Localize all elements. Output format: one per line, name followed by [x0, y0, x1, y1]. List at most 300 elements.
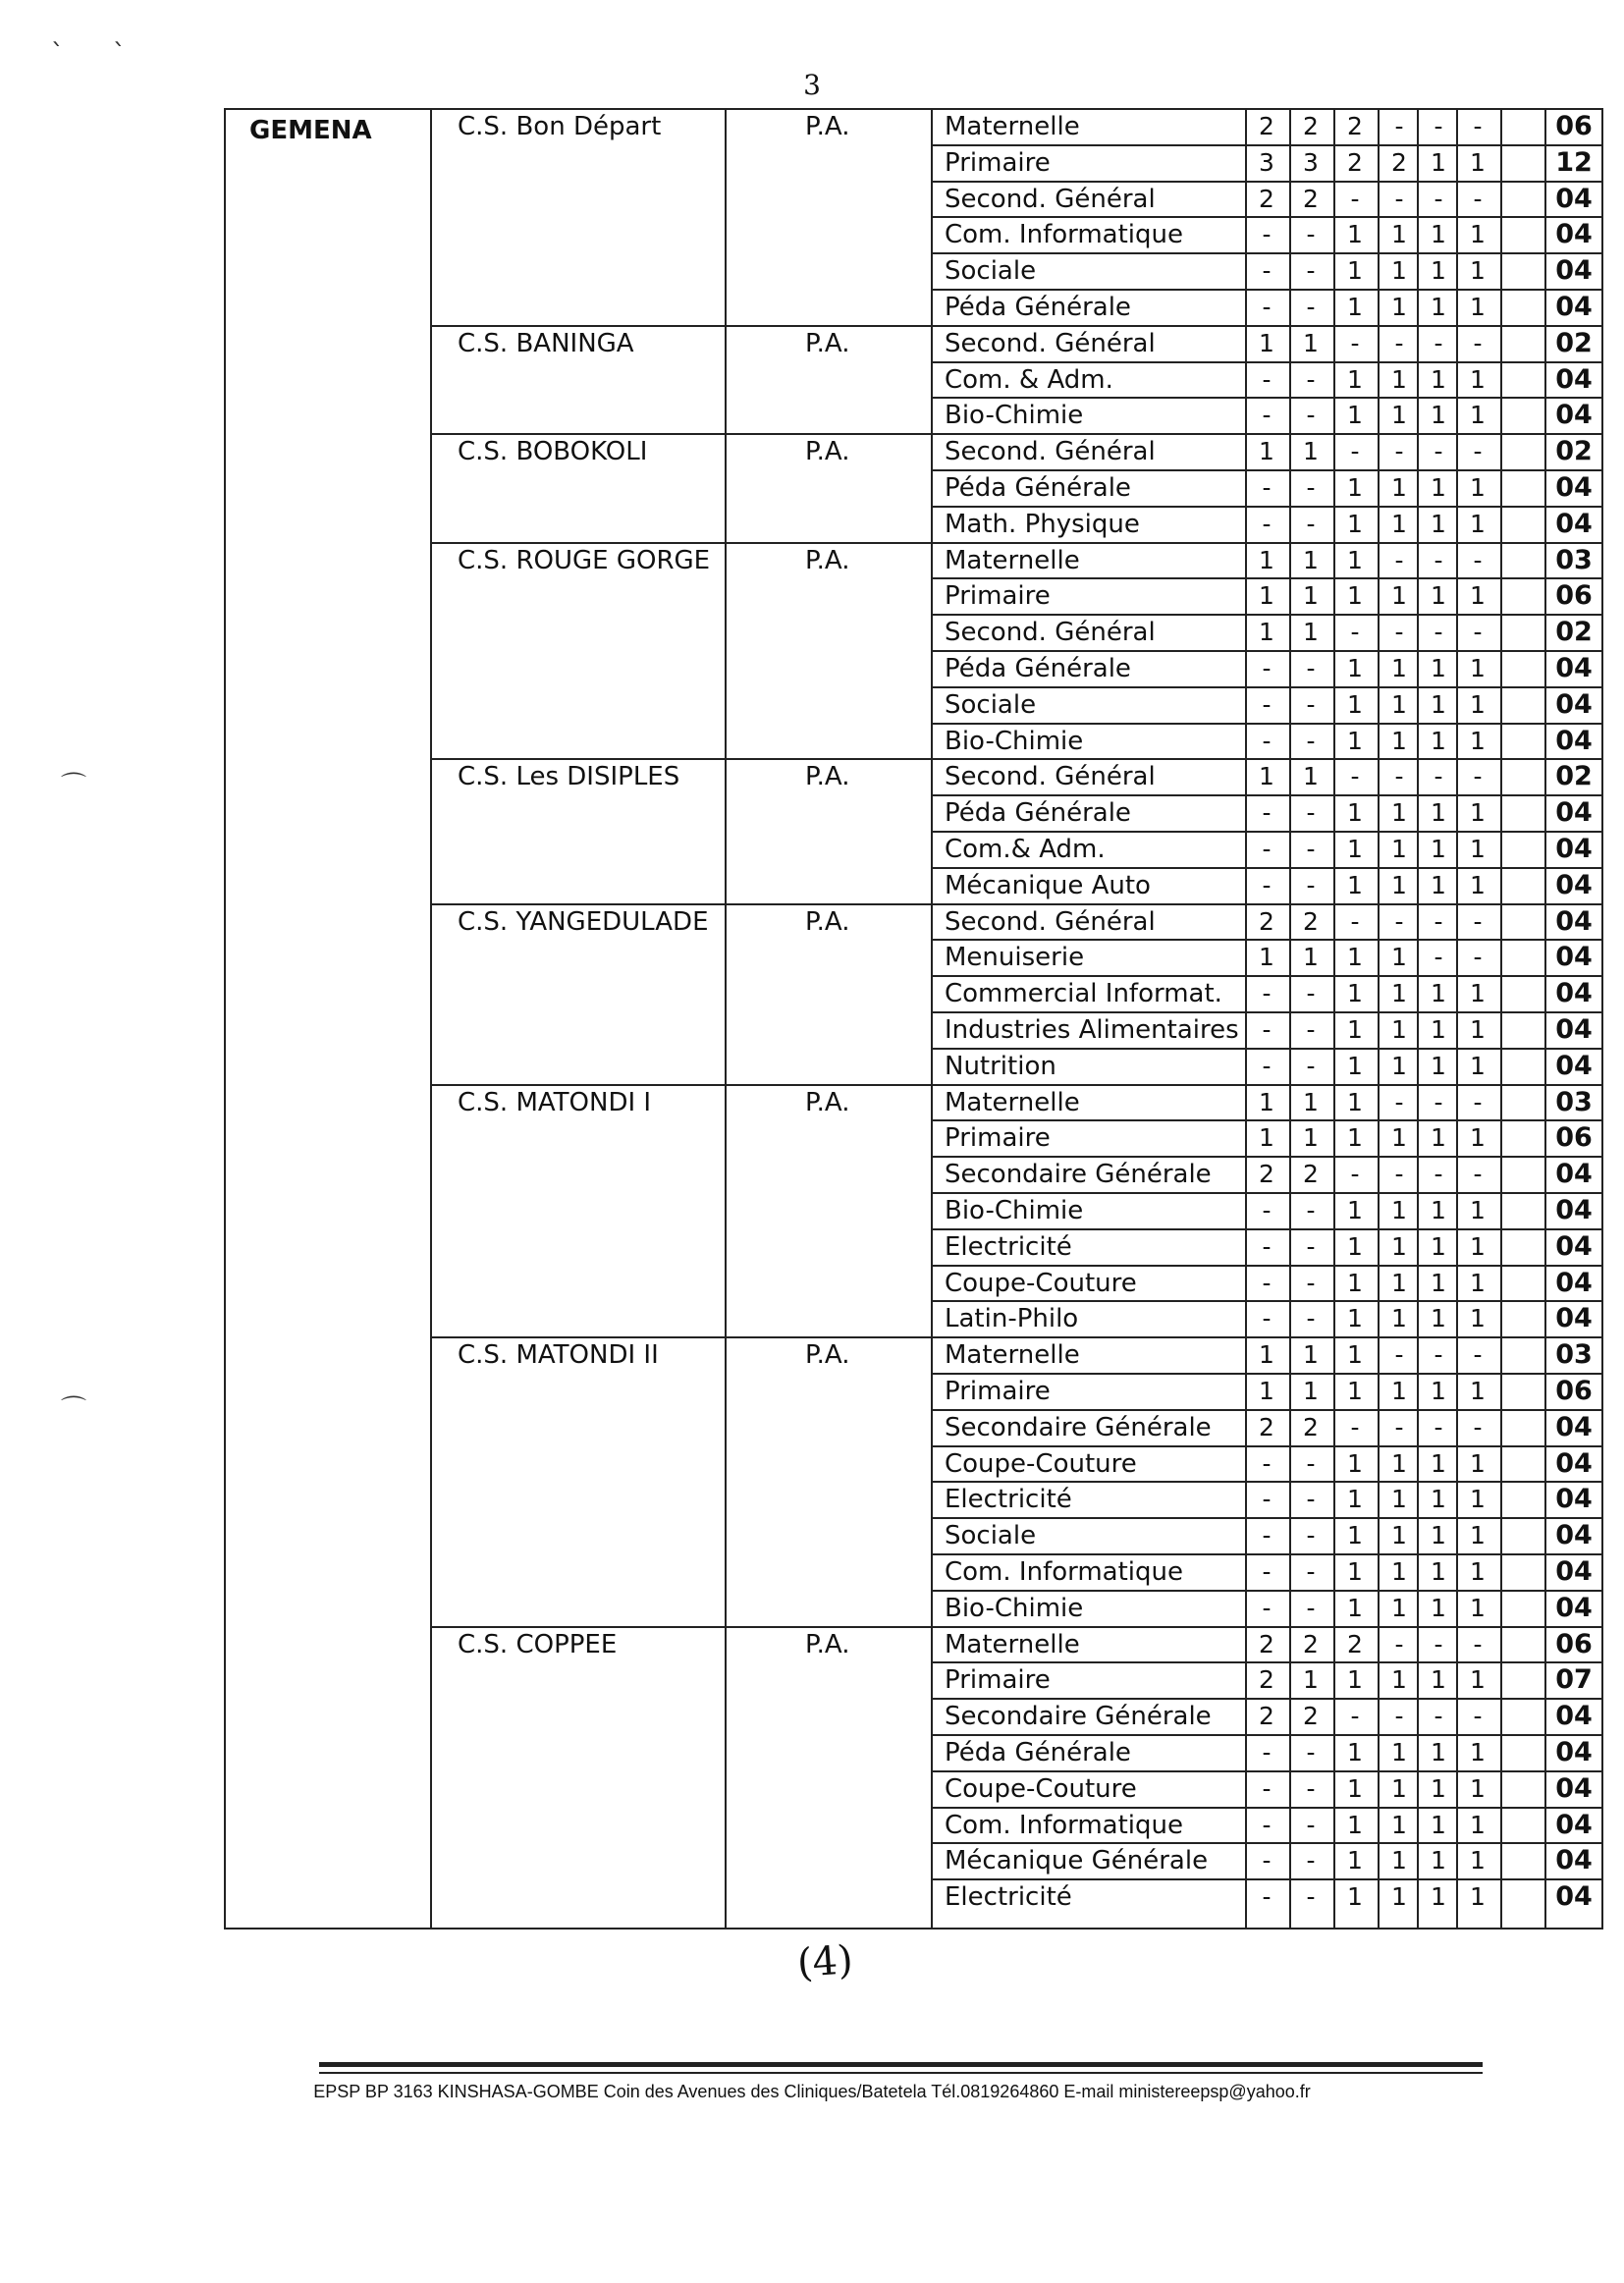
section-label: Primaire: [945, 1377, 1051, 1406]
count-cell: -: [1262, 1521, 1272, 1550]
count-cell: 1: [1303, 1340, 1319, 1370]
section-total: 04: [1555, 255, 1593, 287]
count-cell: 1: [1431, 726, 1446, 755]
count-cell: 1: [1470, 1810, 1486, 1839]
count-cell: -: [1306, 1882, 1316, 1912]
count-cell: 1: [1347, 979, 1363, 1008]
row-separator: [931, 325, 1603, 327]
count-cell: 1: [1431, 1846, 1446, 1875]
count-cell: -: [1394, 112, 1404, 140]
count-cell: -: [1394, 1702, 1404, 1731]
count-cell: 1: [1431, 509, 1446, 538]
row-separator: [931, 1517, 1603, 1519]
count-cell: -: [1306, 364, 1316, 394]
column-divider: [430, 108, 432, 1930]
count-cell: -: [1306, 689, 1316, 719]
count-cell: 1: [1391, 1196, 1407, 1224]
section-label: Second. Général: [945, 618, 1156, 648]
count-cell: 1: [1347, 1557, 1363, 1586]
row-separator: [931, 831, 1603, 833]
section-label: Primaire: [945, 1665, 1051, 1696]
count-cell: 1: [1470, 798, 1486, 828]
row-separator: [931, 650, 1603, 652]
count-cell: -: [1434, 545, 1443, 574]
count-cell: -: [1394, 1629, 1404, 1658]
count-cell: -: [1473, 1629, 1483, 1658]
row-separator: [931, 1481, 1603, 1483]
row-separator: [931, 1265, 1603, 1267]
section-label: Electricité: [945, 1231, 1072, 1262]
count-cell: -: [1306, 1521, 1316, 1550]
section-label: Coupe-Couture: [945, 1773, 1137, 1804]
row-separator: [931, 867, 1603, 869]
school-status: P.A.: [805, 545, 850, 575]
row-separator: [931, 1553, 1603, 1555]
count-cell: -: [1262, 689, 1272, 719]
count-cell: 1: [1391, 1448, 1407, 1478]
count-cell: 1: [1303, 1665, 1319, 1695]
count-cell: -: [1306, 1051, 1316, 1080]
count-cell: 1: [1259, 1340, 1274, 1370]
section-total: 04: [1555, 400, 1593, 431]
count-cell: 1: [1391, 689, 1407, 719]
row-separator: [931, 1807, 1603, 1809]
count-cell: -: [1262, 293, 1272, 321]
row-separator: [931, 1300, 1603, 1302]
school-separator: [430, 903, 931, 905]
count-cell: 1: [1391, 1521, 1407, 1550]
count-cell: 1: [1347, 654, 1363, 682]
section-total: 04: [1555, 508, 1593, 539]
section-total: 04: [1555, 219, 1593, 250]
count-cell: -: [1473, 1087, 1483, 1116]
school-status: P.A.: [805, 762, 850, 792]
row-separator: [931, 144, 1603, 146]
section-label: Com.& Adm.: [945, 835, 1106, 864]
column-divider: [725, 108, 727, 1930]
section-total: 04: [1555, 869, 1593, 900]
count-cell: 1: [1470, 1051, 1486, 1080]
count-cell: 1: [1347, 1377, 1363, 1405]
section-label: Maternelle: [945, 1340, 1080, 1371]
handwritten-mark: (4): [795, 1937, 855, 1986]
count-cell: 1: [1391, 1773, 1407, 1803]
count-cell: 1: [1470, 979, 1486, 1008]
section-label: Primaire: [945, 147, 1051, 178]
section-total: 04: [1555, 834, 1593, 864]
section-total: 02: [1555, 327, 1593, 358]
count-cell: 1: [1259, 762, 1274, 791]
count-cell: 1: [1347, 1304, 1363, 1333]
count-cell: 1: [1470, 1448, 1486, 1478]
count-cell: 1: [1391, 1268, 1407, 1297]
school-name: C.S. MATONDI II: [458, 1340, 659, 1371]
section-total: 06: [1555, 1628, 1593, 1659]
row-separator: [931, 1698, 1603, 1700]
school-name: C.S. YANGEDULADE: [458, 906, 709, 937]
school-status: P.A.: [805, 112, 850, 141]
count-cell: 1: [1431, 256, 1446, 286]
section-label: Bio-Chimie: [945, 1593, 1084, 1623]
row-separator: [931, 289, 1603, 291]
count-cell: 1: [1470, 1593, 1486, 1622]
count-cell: -: [1306, 509, 1316, 538]
section-total: 02: [1555, 617, 1593, 648]
count-cell: 1: [1347, 220, 1363, 249]
count-cell: 1: [1391, 364, 1407, 394]
row-separator: [931, 1373, 1603, 1375]
count-cell: 1: [1347, 581, 1363, 611]
count-cell: 1: [1391, 473, 1407, 502]
section-total: 04: [1555, 1701, 1593, 1732]
count-cell: 1: [1391, 1485, 1407, 1514]
section-total: 03: [1555, 1086, 1593, 1117]
count-cell: 1: [1431, 1268, 1446, 1297]
section-label: Primaire: [945, 1123, 1051, 1154]
school-status: P.A.: [805, 437, 850, 467]
count-cell: -: [1350, 437, 1360, 466]
section-total: 04: [1555, 1592, 1593, 1623]
count-cell: 1: [1470, 509, 1486, 538]
section-label: Math. Physique: [945, 509, 1140, 539]
count-cell: -: [1262, 1738, 1272, 1767]
count-cell: 1: [1347, 364, 1363, 394]
section-label: Bio-Chimie: [945, 1196, 1084, 1225]
count-cell: -: [1350, 618, 1360, 647]
school-name: C.S. BANINGA: [458, 328, 634, 358]
section-total: 04: [1555, 1520, 1593, 1551]
section-label: Coupe-Couture: [945, 1268, 1137, 1298]
count-cell: 1: [1431, 654, 1446, 682]
count-cell: 1: [1470, 1304, 1486, 1333]
school-separator: [430, 542, 931, 544]
count-cell: 1: [1347, 1015, 1363, 1044]
count-cell: -: [1473, 762, 1483, 791]
count-cell: 1: [1391, 654, 1407, 682]
section-total: 04: [1555, 1772, 1593, 1804]
section-total: 03: [1555, 544, 1593, 575]
count-cell: -: [1262, 473, 1272, 502]
section-label: Commercial Informat.: [945, 979, 1222, 1009]
count-cell: -: [1262, 1810, 1272, 1839]
row-separator: [931, 397, 1603, 399]
section-total: 06: [1555, 111, 1593, 141]
count-cell: 1: [1259, 545, 1274, 574]
count-cell: 1: [1391, 509, 1407, 538]
school-status: P.A.: [805, 906, 850, 937]
count-cell: 1: [1347, 689, 1363, 719]
section-label: Mécanique Générale: [945, 1846, 1209, 1876]
row-separator: [931, 903, 1603, 905]
school-separator: [430, 1336, 931, 1338]
count-cell: -: [1306, 1448, 1316, 1478]
count-cell: -: [1434, 328, 1443, 357]
school-name: C.S. COPPEE: [458, 1629, 618, 1659]
count-cell: -: [1473, 328, 1483, 357]
row-separator: [931, 614, 1603, 616]
count-cell: 1: [1431, 689, 1446, 719]
section-total: 04: [1555, 472, 1593, 503]
count-cell: -: [1262, 1485, 1272, 1514]
count-cell: 1: [1259, 618, 1274, 647]
count-cell: -: [1306, 473, 1316, 502]
count-cell: -: [1473, 1702, 1483, 1731]
count-cell: 1: [1303, 1087, 1319, 1116]
row-separator: [931, 577, 1603, 579]
count-cell: 1: [1347, 1268, 1363, 1297]
count-cell: 1: [1259, 943, 1274, 972]
count-cell: 1: [1470, 1015, 1486, 1044]
count-divider: [1245, 108, 1247, 1930]
row-separator: [931, 1228, 1603, 1230]
count-cell: 1: [1303, 762, 1319, 791]
count-cell: 1: [1391, 1738, 1407, 1767]
section-total: 04: [1555, 1809, 1593, 1840]
count-cell: -: [1434, 1340, 1443, 1370]
section-total: 04: [1555, 1447, 1593, 1479]
count-cell: 2: [1259, 1412, 1274, 1441]
count-cell: 1: [1470, 689, 1486, 719]
count-cell: 1: [1303, 943, 1319, 972]
school-status: P.A.: [805, 328, 850, 358]
section-total: 12: [1555, 146, 1593, 178]
count-cell: 1: [1431, 835, 1446, 863]
section-total: 04: [1555, 1303, 1593, 1334]
count-cell: -: [1473, 545, 1483, 574]
section-label: Second. Général: [945, 328, 1156, 358]
count-cell: 1: [1431, 1738, 1446, 1767]
count-cell: -: [1434, 184, 1443, 213]
count-cell: -: [1434, 762, 1443, 791]
count-cell: 2: [1259, 1629, 1274, 1658]
count-cell: -: [1306, 1738, 1316, 1767]
count-cell: -: [1473, 112, 1483, 140]
section-label: Péda Générale: [945, 473, 1131, 503]
count-cell: 1: [1391, 726, 1407, 755]
count-cell: 2: [1303, 184, 1319, 213]
count-cell: -: [1306, 726, 1316, 755]
count-divider: [1456, 108, 1458, 1930]
count-cell: -: [1262, 798, 1272, 828]
count-cell: 1: [1431, 870, 1446, 899]
count-cell: 1: [1470, 1846, 1486, 1875]
count-cell: -: [1262, 1051, 1272, 1080]
count-cell: -: [1262, 220, 1272, 249]
row-separator: [931, 469, 1603, 471]
section-total: 02: [1555, 436, 1593, 467]
section-label: Com. & Adm.: [945, 364, 1113, 395]
count-cell: -: [1306, 1268, 1316, 1297]
count-cell: -: [1306, 401, 1316, 430]
section-label: Maternelle: [945, 545, 1080, 575]
schools-table: [224, 108, 1603, 1930]
count-cell: -: [1473, 906, 1483, 936]
count-cell: 1: [1259, 581, 1274, 611]
count-cell: 1: [1259, 1377, 1274, 1405]
row-separator: [931, 542, 1603, 544]
count-cell: 1: [1470, 473, 1486, 502]
count-cell: 1: [1391, 1051, 1407, 1080]
row-separator: [931, 1409, 1603, 1411]
count-cell: 1: [1259, 1123, 1274, 1153]
count-cell: -: [1434, 1629, 1443, 1658]
count-cell: -: [1350, 184, 1360, 213]
count-cell: -: [1394, 762, 1404, 791]
count-cell: -: [1262, 401, 1272, 430]
count-cell: 1: [1391, 581, 1407, 611]
row-separator: [931, 216, 1603, 218]
section-total: 06: [1555, 1376, 1593, 1406]
section-label: Second. Général: [945, 906, 1156, 937]
count-cell: 1: [1431, 1810, 1446, 1839]
count-cell: 2: [1347, 1629, 1363, 1658]
section-label: Maternelle: [945, 112, 1080, 141]
count-cell: 2: [1259, 1160, 1274, 1189]
count-cell: -: [1394, 1412, 1404, 1441]
school-separator: [430, 758, 931, 760]
count-cell: -: [1306, 1304, 1316, 1333]
count-cell: 1: [1347, 835, 1363, 863]
section-label: Bio-Chimie: [945, 401, 1084, 431]
footer-address: EPSP BP 3163 KINSHASA-GOMBE Coin des Avenues des Cliniques/Batetela Tél.0819264860 E-mail ministereepsp@yahoo.fr: [313, 2082, 1311, 2101]
count-cell: 1: [1470, 1738, 1486, 1767]
count-divider: [1289, 108, 1291, 1930]
count-cell: 1: [1470, 1882, 1486, 1912]
count-cell: 1: [1259, 437, 1274, 466]
count-cell: 1: [1431, 1051, 1446, 1080]
count-cell: 1: [1431, 473, 1446, 502]
row-separator: [931, 1842, 1603, 1844]
count-cell: 1: [1347, 1051, 1363, 1080]
count-cell: 1: [1347, 1087, 1363, 1116]
count-cell: -: [1350, 1702, 1360, 1731]
count-cell: -: [1434, 1412, 1443, 1441]
section-label: Second. Général: [945, 437, 1156, 467]
count-cell: 1: [1347, 1773, 1363, 1803]
row-separator: [931, 939, 1603, 941]
count-cell: -: [1306, 979, 1316, 1008]
section-label: Maternelle: [945, 1629, 1080, 1659]
section-total: 04: [1555, 1159, 1593, 1190]
count-cell: 1: [1391, 1810, 1407, 1839]
count-cell: -: [1262, 654, 1272, 682]
section-total: 04: [1555, 688, 1593, 720]
count-cell: -: [1434, 1087, 1443, 1116]
school-name: C.S. Bon Départ: [458, 112, 662, 141]
section-label: Electricité: [945, 1882, 1072, 1913]
count-cell: -: [1306, 1015, 1316, 1044]
count-cell: 1: [1391, 293, 1407, 321]
count-cell: -: [1262, 1304, 1272, 1333]
count-cell: 1: [1391, 1123, 1407, 1153]
count-cell: 1: [1347, 1593, 1363, 1622]
count-cell: 2: [1303, 1629, 1319, 1658]
section-total: 02: [1555, 761, 1593, 792]
section-label: Nutrition: [945, 1051, 1056, 1081]
row-separator: [931, 1156, 1603, 1158]
count-cell: -: [1306, 1485, 1316, 1514]
section-total: 04: [1555, 292, 1593, 322]
school-separator: [430, 433, 931, 435]
count-divider: [1417, 108, 1419, 1930]
row-separator: [931, 686, 1603, 688]
count-cell: 2: [1303, 1412, 1319, 1441]
count-cell: 1: [1347, 1448, 1363, 1478]
count-cell: 1: [1303, 1123, 1319, 1153]
count-cell: -: [1434, 1702, 1443, 1731]
count-cell: 1: [1470, 1485, 1486, 1514]
count-cell: 1: [1431, 979, 1446, 1008]
section-label: Secondaire Générale: [945, 1412, 1212, 1442]
section-total: 04: [1555, 797, 1593, 829]
count-divider: [1378, 108, 1380, 1930]
row-separator: [931, 433, 1603, 435]
school-name: C.S. MATONDI I: [458, 1087, 652, 1117]
count-cell: 1: [1431, 581, 1446, 611]
count-cell: 1: [1431, 1015, 1446, 1044]
section-label: Primaire: [945, 581, 1051, 612]
count-cell: -: [1262, 1231, 1272, 1261]
count-cell: -: [1262, 835, 1272, 863]
count-cell: -: [1306, 835, 1316, 863]
section-label: Péda Générale: [945, 798, 1131, 829]
count-cell: 1: [1347, 1123, 1363, 1153]
count-cell: -: [1262, 364, 1272, 394]
count-cell: 1: [1303, 328, 1319, 357]
count-cell: -: [1350, 906, 1360, 936]
section-total: 04: [1555, 653, 1593, 683]
count-divider: [1333, 108, 1335, 1930]
count-cell: 1: [1470, 1521, 1486, 1550]
count-cell: -: [1394, 545, 1404, 574]
count-cell: 1: [1431, 1485, 1446, 1514]
section-label: Secondaire Générale: [945, 1160, 1212, 1190]
count-cell: -: [1306, 293, 1316, 321]
page-number: 3: [803, 69, 821, 101]
section-label: Secondaire Générale: [945, 1702, 1212, 1732]
count-cell: 1: [1391, 870, 1407, 899]
count-cell: -: [1473, 618, 1483, 647]
count-cell: 1: [1470, 220, 1486, 249]
count-cell: 2: [1391, 147, 1407, 177]
count-cell: -: [1262, 1773, 1272, 1803]
count-cell: 1: [1431, 1123, 1446, 1153]
count-cell: 1: [1391, 943, 1407, 972]
count-cell: 1: [1431, 1557, 1446, 1586]
section-total: 04: [1555, 1267, 1593, 1298]
count-cell: 1: [1391, 401, 1407, 430]
count-cell: -: [1262, 1593, 1272, 1622]
section-total: 04: [1555, 1411, 1593, 1442]
count-cell: 1: [1470, 835, 1486, 863]
count-cell: 1: [1431, 1665, 1446, 1695]
count-cell: -: [1306, 1810, 1316, 1839]
count-cell: 2: [1259, 112, 1274, 140]
school-name: C.S. BOBOKOLI: [458, 437, 648, 467]
row-separator: [931, 794, 1603, 796]
section-label: Sociale: [945, 689, 1037, 720]
count-cell: 1: [1303, 581, 1319, 611]
section-label: Com. Informatique: [945, 220, 1184, 250]
count-cell: 1: [1303, 1377, 1319, 1405]
section-total: 04: [1555, 363, 1593, 395]
count-cell: 1: [1391, 835, 1407, 863]
count-cell: 3: [1259, 147, 1274, 177]
column-divider: [931, 108, 933, 1930]
count-cell: -: [1350, 328, 1360, 357]
count-cell: -: [1394, 184, 1404, 213]
count-cell: -: [1473, 1340, 1483, 1370]
